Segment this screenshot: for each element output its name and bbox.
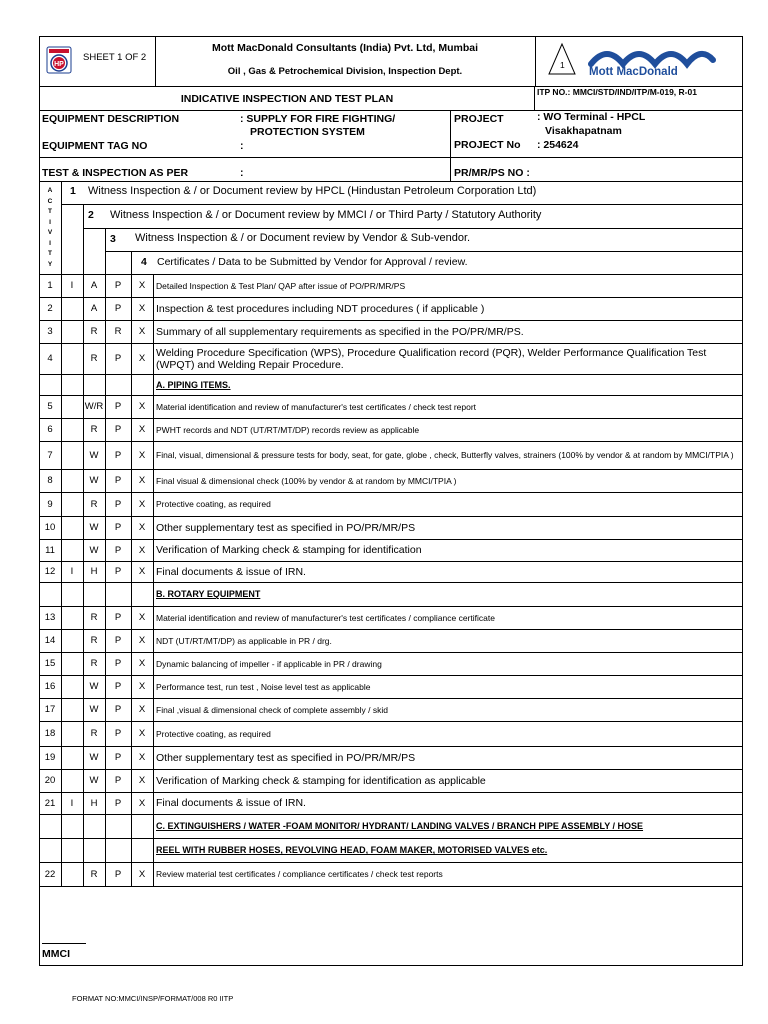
activity-vertical-label: A C T I V I T Y bbox=[47, 187, 53, 268]
code-hpcl bbox=[61, 343, 83, 374]
code-certificates: X bbox=[138, 303, 146, 314]
row-description: Dynamic balancing of impeller - if applicable in PR / drawing bbox=[156, 658, 382, 669]
row-description: Other supplementary test as specified in PO/PR/MR/PS bbox=[156, 521, 416, 534]
code-vendor: P bbox=[114, 728, 122, 739]
code-mmci: A bbox=[90, 280, 98, 291]
row-number: 1 bbox=[47, 280, 53, 291]
sheet-number: SHEET 1 OF 2 bbox=[83, 52, 147, 63]
code-certificates bbox=[131, 374, 153, 395]
row-number: 4 bbox=[47, 353, 53, 364]
revision-number: 1 bbox=[560, 60, 565, 70]
code-mmci: W bbox=[89, 475, 99, 486]
code-certificates: X bbox=[138, 326, 146, 337]
mmci-signature-label: MMCI bbox=[42, 948, 70, 960]
activity-level-4-num: 4 bbox=[141, 256, 147, 268]
activity-level-2-num: 2 bbox=[88, 209, 94, 221]
row-description: Protective coating, as required bbox=[156, 499, 271, 509]
code-vendor: P bbox=[114, 475, 122, 486]
code-certificates: X bbox=[138, 566, 146, 577]
code-hpcl bbox=[61, 297, 83, 320]
row-description: Inspection & test procedures including NDT procedures ( if applicable ) bbox=[156, 302, 485, 315]
code-mmci: R bbox=[90, 498, 98, 510]
code-hpcl bbox=[61, 746, 83, 769]
code-hpcl bbox=[61, 769, 83, 792]
code-mmci: H bbox=[90, 797, 98, 809]
activity-level-3-text: Witness Inspection & / or Document review by Vendor & Sub-vendor. bbox=[135, 232, 471, 244]
section-title: A. PIPING ITEMS. bbox=[156, 379, 231, 390]
test-inspection-value: : bbox=[240, 167, 244, 179]
row-description: Detailed Inspection & Test Plan/ QAP after issue of PO/PR/MR/PS bbox=[156, 280, 406, 291]
row-number: 22 bbox=[44, 868, 56, 880]
logo-text: Mott MacDonald bbox=[589, 66, 678, 78]
project-value-1: : WO Terminal - HPCL bbox=[537, 111, 646, 123]
code-vendor bbox=[105, 374, 131, 395]
code-certificates: X bbox=[138, 752, 146, 763]
code-mmci: R bbox=[90, 353, 98, 364]
code-mmci: W bbox=[89, 752, 99, 763]
code-hpcl bbox=[61, 838, 83, 862]
row-number: 5 bbox=[47, 401, 53, 412]
hp-logo bbox=[46, 46, 72, 74]
code-hpcl bbox=[61, 629, 83, 652]
code-mmci bbox=[83, 582, 105, 606]
row-number: 17 bbox=[44, 704, 56, 715]
code-hpcl bbox=[61, 418, 83, 441]
test-inspection-label: TEST & INSPECTION AS PER bbox=[42, 167, 189, 179]
code-hpcl bbox=[61, 862, 83, 886]
row-number: 3 bbox=[47, 326, 53, 337]
code-hpcl bbox=[61, 698, 83, 721]
mott-macdonald-logo bbox=[587, 42, 717, 82]
code-vendor: P bbox=[114, 658, 122, 669]
row-number: 6 bbox=[47, 424, 53, 435]
row-description: Final ,visual & dimensional check of complete assembly / skid bbox=[156, 704, 388, 715]
code-mmci: R bbox=[90, 635, 98, 646]
row-description: Verification of Marking check & stamping for identification as applicable bbox=[156, 774, 486, 787]
code-certificates bbox=[131, 814, 153, 838]
row-number: 16 bbox=[44, 681, 56, 692]
project-no-value: : 254624 bbox=[537, 139, 579, 151]
code-mmci bbox=[83, 814, 105, 838]
code-vendor: P bbox=[114, 775, 122, 786]
code-mmci: W bbox=[89, 775, 99, 786]
row-number bbox=[39, 374, 61, 395]
section-title: B. ROTARY EQUIPMENT bbox=[156, 589, 261, 599]
project-label: PROJECT bbox=[454, 113, 504, 125]
row-number: 21 bbox=[44, 797, 56, 809]
code-vendor: P bbox=[114, 566, 122, 577]
row-number: 10 bbox=[44, 522, 56, 533]
row-number: 8 bbox=[47, 475, 53, 486]
row-description: Other supplementary test as specified in PO/PR/MR/PS bbox=[156, 751, 416, 764]
row-number: 12 bbox=[44, 566, 56, 577]
code-mmci bbox=[83, 374, 105, 395]
activity-level-1-text: Witness Inspection & / or Document review by HPCL (Hindustan Petroleum Corporation Ltd) bbox=[88, 185, 537, 197]
row-number: 7 bbox=[47, 449, 53, 461]
row-number: 11 bbox=[45, 544, 55, 556]
row-description: Verification of Marking check & stamping for identification bbox=[156, 544, 422, 556]
code-certificates bbox=[131, 582, 153, 606]
code-vendor: R bbox=[114, 326, 122, 337]
activity-level-3-num: 3 bbox=[110, 233, 116, 245]
code-hpcl bbox=[61, 492, 83, 516]
code-certificates: X bbox=[138, 775, 146, 786]
code-vendor bbox=[105, 582, 131, 606]
equipment-description-label: EQUIPMENT DESCRIPTION bbox=[42, 113, 180, 125]
equipment-tag-label: EQUIPMENT TAG NO bbox=[42, 140, 148, 152]
code-vendor: P bbox=[114, 522, 122, 533]
code-mmci: R bbox=[90, 326, 98, 337]
code-vendor: P bbox=[114, 752, 122, 763]
code-vendor: P bbox=[114, 303, 122, 314]
row-description: Final documents & issue of IRN. bbox=[156, 565, 306, 578]
format-number: FORMAT NO:MMCI/INSP/FORMAT/008 R0 IITP bbox=[72, 994, 234, 1003]
code-certificates: X bbox=[138, 797, 146, 809]
code-hpcl bbox=[61, 374, 83, 395]
code-mmci: W bbox=[89, 704, 99, 715]
company-name: Mott MacDonald Consultants (India) Pvt. Ltd, Mumbai bbox=[212, 42, 478, 54]
row-number: 13 bbox=[44, 612, 56, 623]
svg-text:HP: HP bbox=[54, 61, 64, 68]
code-vendor: P bbox=[114, 401, 122, 412]
code-mmci: W bbox=[89, 449, 99, 461]
code-mmci: W bbox=[89, 681, 99, 692]
code-hpcl bbox=[61, 652, 83, 675]
activity-level-1-num: 1 bbox=[70, 185, 76, 197]
code-certificates: X bbox=[138, 635, 146, 646]
code-vendor: P bbox=[114, 635, 122, 646]
activity-level-2-text: Witness Inspection & / or Document review by MMCI / or Third Party / Statutory Authority bbox=[110, 209, 542, 221]
code-mmci: A bbox=[90, 303, 98, 314]
code-certificates: X bbox=[138, 612, 146, 623]
code-certificates bbox=[131, 838, 153, 862]
code-hpcl bbox=[61, 539, 83, 561]
code-certificates: X bbox=[138, 498, 146, 510]
equipment-description-value-1: : SUPPLY FOR FIRE FIGHTING/ bbox=[240, 113, 396, 125]
project-no-label: PROJECT No bbox=[454, 139, 521, 151]
division-name: Oil , Gas & Petrochemical Division, Inspection Dept. bbox=[227, 66, 463, 77]
section-title: REEL WITH RUBBER HOSES, REVOLVING HEAD, FOAM MAKER, MOTORISED VALVES etc. bbox=[156, 845, 548, 855]
equipment-tag-value: : bbox=[240, 140, 244, 152]
code-certificates: X bbox=[138, 728, 146, 739]
section-title: C. EXTINGUISHERS / WATER -FOAM MONITOR/ HYDRANT/ LANDING VALVES / BRANCH PIPE ASSEMBLY / HOSE bbox=[156, 821, 644, 831]
code-certificates: X bbox=[138, 658, 146, 669]
row-number: 19 bbox=[44, 752, 56, 763]
row-description: Final documents & issue of IRN. bbox=[156, 797, 306, 809]
row-number: 20 bbox=[44, 775, 56, 786]
code-hpcl bbox=[61, 814, 83, 838]
code-mmci: H bbox=[90, 566, 98, 577]
header-top bbox=[39, 36, 743, 86]
code-hpcl bbox=[61, 469, 83, 492]
code-hpcl bbox=[61, 320, 83, 343]
row-description: Material identification and review of manufacturer's test certificates / check test report bbox=[156, 401, 477, 412]
code-certificates: X bbox=[138, 475, 146, 486]
code-vendor: P bbox=[114, 868, 122, 880]
plan-title: INDICATIVE INSPECTION AND TEST PLAN bbox=[180, 93, 394, 105]
code-hpcl: I bbox=[70, 566, 74, 577]
code-certificates: X bbox=[138, 280, 146, 291]
row-number bbox=[39, 582, 61, 606]
code-hpcl bbox=[61, 606, 83, 629]
row-description: Summary of all supplementary requirements as specified in the PO/PR/MR/PS. bbox=[156, 325, 524, 338]
code-certificates: X bbox=[138, 522, 146, 533]
code-hpcl: I bbox=[70, 797, 74, 809]
row-number: 18 bbox=[44, 728, 56, 739]
code-certificates: X bbox=[138, 704, 146, 715]
activity-level-4-text: Certificates / Data to be Submitted by Vendor for Approval / review. bbox=[157, 256, 468, 268]
row-description: PWHT records and NDT (UT/RT/MT/DP) records review as applicable bbox=[156, 424, 420, 435]
itp-number: ITP NO.: MMCI/STD/IND/ITP/M-019, R-01 bbox=[537, 87, 697, 97]
code-vendor bbox=[105, 838, 131, 862]
code-vendor: P bbox=[114, 424, 122, 435]
code-mmci bbox=[83, 838, 105, 862]
revision-triangle-icon bbox=[547, 42, 577, 76]
row-number: 9 bbox=[47, 498, 53, 510]
equipment-description-value-2: PROTECTION SYSTEM bbox=[250, 126, 365, 138]
code-vendor: P bbox=[114, 797, 122, 809]
code-vendor: P bbox=[114, 544, 122, 556]
code-vendor bbox=[105, 814, 131, 838]
code-hpcl bbox=[61, 582, 83, 606]
code-vendor: P bbox=[114, 449, 122, 461]
code-mmci: R bbox=[90, 612, 98, 623]
row-description: Performance test, run test , Noise level test as applicable bbox=[156, 681, 371, 692]
row-description: Final, visual, dimensional & pressure tests for body, seat, for gate, globe , check, Butterfly valves, strainers (100% by vendor & at random by MMCI/TPIA ) bbox=[156, 450, 734, 460]
code-certificates: X bbox=[138, 401, 146, 412]
code-vendor: P bbox=[114, 498, 122, 510]
row-description: Protective coating, as required bbox=[156, 728, 271, 739]
code-certificates: X bbox=[138, 544, 146, 556]
code-hpcl bbox=[61, 395, 83, 418]
code-mmci: W bbox=[89, 544, 99, 556]
row-number: 2 bbox=[47, 303, 53, 314]
code-certificates: X bbox=[138, 681, 146, 692]
row-description: Material identification and review of manufacturer's test certificates / compliance certificate bbox=[156, 612, 495, 623]
pr-mr-ps-label: PR/MR/PS NO : bbox=[454, 167, 530, 179]
code-mmci: W bbox=[89, 522, 99, 533]
code-mmci: R bbox=[90, 728, 98, 739]
code-hpcl bbox=[61, 516, 83, 539]
code-mmci: R bbox=[90, 658, 98, 669]
row-description: NDT (UT/RT/MT/DP) as applicable in PR / drg. bbox=[156, 635, 332, 646]
code-hpcl bbox=[61, 721, 83, 746]
code-hpcl: I bbox=[70, 280, 74, 291]
code-mmci: W/R bbox=[84, 401, 104, 412]
row-number: 14 bbox=[44, 635, 56, 646]
row-number: 15 bbox=[44, 658, 56, 669]
code-certificates: X bbox=[138, 868, 146, 880]
row-number bbox=[39, 838, 61, 862]
project-value-2: Visakhapatnam bbox=[545, 125, 622, 137]
row-description: Final visual & dimensional check (100% by vendor & at random by MMCI/TPIA ) bbox=[156, 475, 457, 486]
code-mmci: R bbox=[90, 424, 98, 435]
code-vendor: P bbox=[114, 353, 122, 364]
code-mmci: R bbox=[90, 868, 98, 880]
code-certificates: X bbox=[138, 424, 146, 435]
code-hpcl bbox=[61, 675, 83, 698]
row-number bbox=[39, 814, 61, 838]
row-description: Welding Procedure Specification (WPS), Procedure Qualification record (PQR), Welder Performance Qualification Test (WPQT) and Welding Repair Procedure. bbox=[156, 346, 707, 371]
code-vendor: P bbox=[114, 681, 122, 692]
row-description: Review material test certificates / compliance certificates / check test reports bbox=[156, 869, 443, 879]
code-vendor: P bbox=[114, 280, 122, 291]
code-certificates: X bbox=[138, 353, 146, 364]
code-certificates: X bbox=[138, 449, 146, 461]
code-hpcl bbox=[61, 441, 83, 469]
code-vendor: P bbox=[114, 612, 122, 623]
code-vendor: P bbox=[114, 704, 122, 715]
